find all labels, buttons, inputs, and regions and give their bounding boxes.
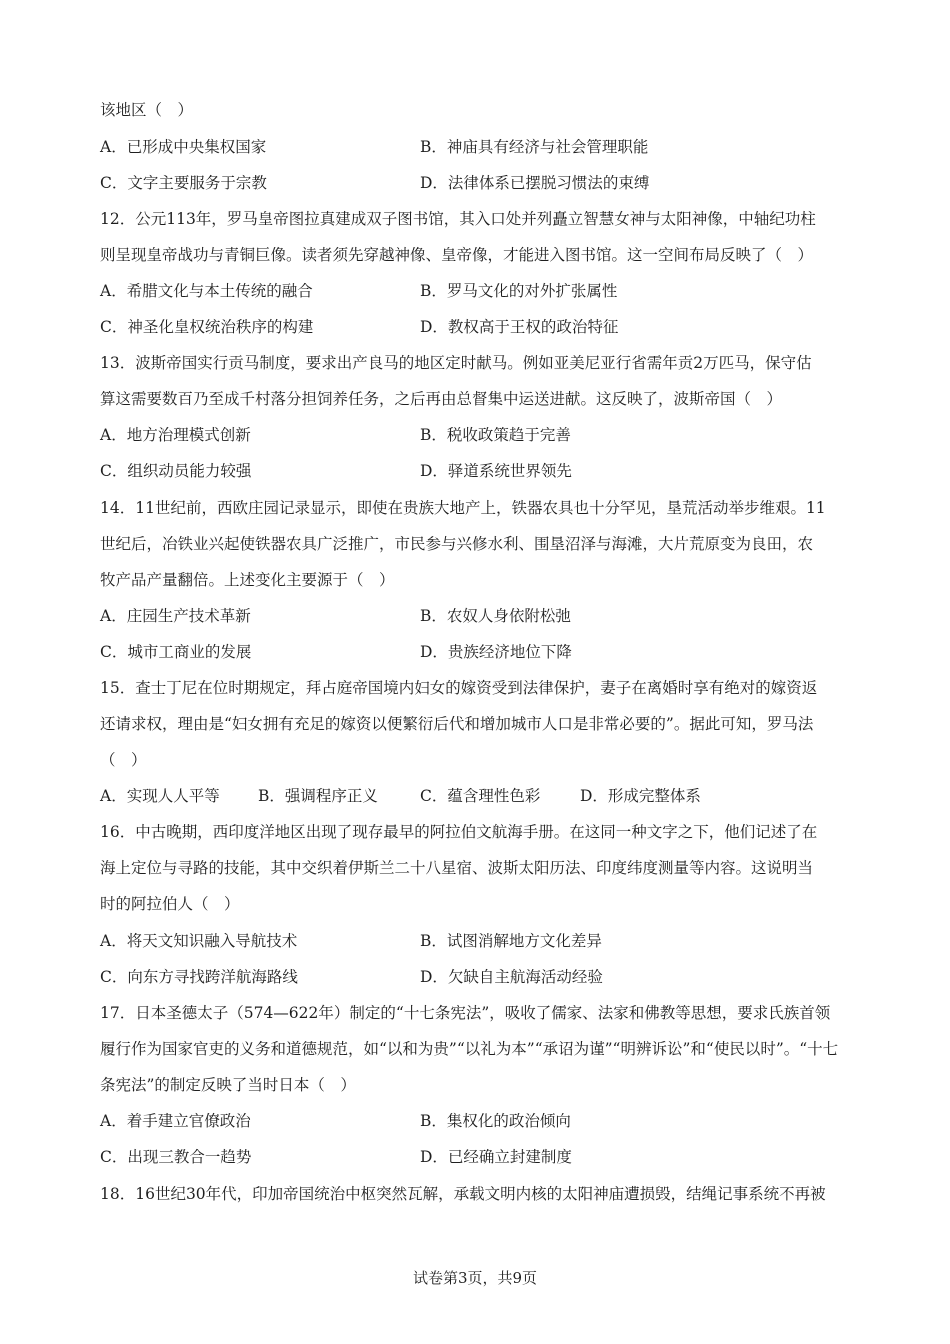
q11-option-c: C．文字主要服务于宗教	[100, 174, 267, 192]
q15-option-d: D．形成完整体系	[580, 787, 701, 805]
q13-option-c: C．组织动员能力较强	[100, 462, 252, 480]
q12-option-b: B．罗马文化的对外扩张属性	[420, 282, 618, 300]
q16-stem-line: 时的阿拉伯人（ ）	[100, 895, 240, 913]
q14-stem-line: 14．11世纪前，西欧庄园记录显示，即使在贵族大地产上，铁器农具也十分罕见，垦荒活动举步维艰。11	[100, 499, 826, 517]
q15-stem-line: 还请求权，理由是“妇女拥有充足的嫁资以便繁衍后代和增加城市人口是非常必要的”。据此可知，罗马法	[100, 715, 814, 733]
q12-stem-line: 12．公元113年，罗马皇帝图拉真建成双子图书馆，其入口处并列矗立智慧女神与太阳神像，中轴纪功柱	[100, 210, 816, 228]
q12-stem-line: 则呈现皇帝战功与青铜巨像。读者须先穿越神像、皇帝像，才能进入图书馆。这一空间布局反映了（ ）	[100, 246, 814, 264]
q15-stem-line: （ ）	[100, 751, 147, 769]
q13-stem-line: 13．波斯帝国实行贡马制度，要求出产良马的地区定时献马。例如亚美尼亚行省需年贡2万匹马，保守估	[100, 354, 812, 372]
q13-stem-line: 算这需要数百乃至成千村落分担饲养任务，之后再由总督集中运送进献。这反映了，波斯帝国（ ）	[100, 390, 783, 408]
q16-option-c: C．向东方寻找跨洋航海路线	[100, 968, 298, 986]
q17-stem-line: 17．日本圣德太子（574—622年）制定的“十七条宪法”，吸收了儒家、法家和佛教等思想，要求氏族首领	[100, 1004, 831, 1022]
q17-option-a: A．着手建立官僚政治	[100, 1112, 251, 1130]
q12-option-c: C．神圣化皇权统治秩序的构建	[100, 318, 314, 336]
q11-option-b: B．神庙具有经济与社会管理职能	[420, 138, 649, 156]
q17-option-b: B．集权化的政治倾向	[420, 1112, 571, 1130]
q16-stem-line: 16．中古晚期，西印度洋地区出现了现存最早的阿拉伯文航海手册。在这同一种文字之下，他们记述了在	[100, 823, 818, 841]
q12-option-a: A．希腊文化与本土传统的融合	[100, 282, 313, 300]
q14-stem-line: 世纪后，冶铁业兴起使铁器农具广泛推广，市民参与兴修水利、围垦沼泽与海滩，大片荒原变为良田，农	[100, 535, 814, 553]
q15-option-b: B．强调程序正义	[258, 787, 378, 805]
q11-option-d: D．法律体系已摆脱习惯法的束缚	[420, 174, 650, 192]
q16-stem-line: 海上定位与寻路的技能，其中交织着伊斯兰二十八星宿、波斯太阳历法、印度纬度测量等内容。这说明当	[100, 859, 814, 877]
q16-option-a: A．将天文知识融入导航技术	[100, 932, 298, 950]
q17-stem-line: 履行作为国家官吏的义务和道德规范，如“以和为贵”“以礼为本”“承诏为谨”“明辨诉讼”和“使民以时”。“十七	[100, 1040, 839, 1058]
q13-option-b: B．税收政策趋于完善	[420, 426, 571, 444]
q17-option-c: C．出现三教合一趋势	[100, 1148, 252, 1166]
q12-option-d: D．教权高于王权的政治特征	[420, 318, 619, 336]
q18-stem-line: 18．16世纪30年代，印加帝国统治中枢突然瓦解，承载文明内核的太阳神庙遭损毁，结绳记事系统不再被	[100, 1185, 826, 1203]
q14-option-b: B．农奴人身依附松弛	[420, 607, 571, 625]
q13-option-a: A．地方治理模式创新	[100, 426, 251, 444]
q11-option-a: A．已形成中央集权国家	[100, 138, 267, 156]
q16-option-d: D．欠缺自主航海活动经验	[420, 968, 603, 986]
q15-option-a: A．实现人人平等	[100, 787, 220, 805]
question-11-stem-end: 该地区（ ）	[100, 101, 194, 119]
page-footer: 试卷第3页，共9页	[412, 1269, 538, 1287]
q14-option-a: A．庄园生产技术革新	[100, 607, 251, 625]
q17-option-d: D．已经确立封建制度	[420, 1148, 572, 1166]
q17-stem-line: 条宪法”的制定反映了当时日本（ ）	[100, 1076, 356, 1094]
q15-option-c: C．蕴含理性色彩	[420, 787, 541, 805]
q15-stem-line: 15．查士丁尼在位时期规定，拜占庭帝国境内妇女的嫁资受到法律保护，妻子在离婚时享有绝对的嫁资返	[100, 679, 818, 697]
q14-option-c: C．城市工商业的发展	[100, 643, 252, 661]
q16-option-b: B．试图消解地方文化差异	[420, 932, 602, 950]
q14-option-d: D．贵族经济地位下降	[420, 643, 572, 661]
q14-stem-line: 牧产品产量翻倍。上述变化主要源于（ ）	[100, 571, 395, 589]
q13-option-d: D．驿道系统世界领先	[420, 462, 572, 480]
